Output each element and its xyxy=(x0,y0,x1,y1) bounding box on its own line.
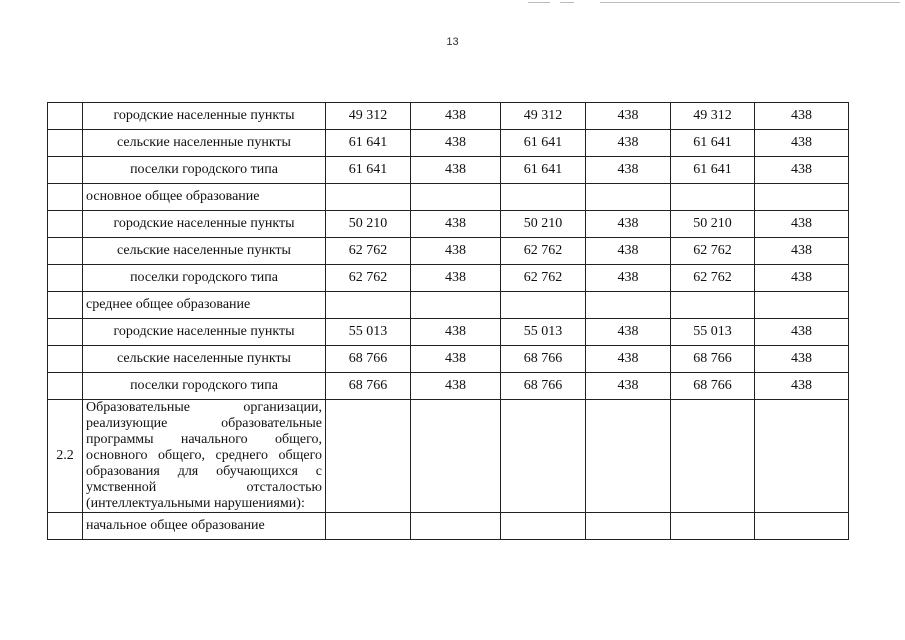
value-cell: 61 641 xyxy=(501,157,586,184)
value-cell: 438 xyxy=(586,373,671,400)
description-line: образования для обучающихся с xyxy=(86,464,322,479)
index-cell xyxy=(48,130,83,157)
settlement-name-cell: городские населенные пункты xyxy=(83,319,326,346)
value-cell xyxy=(501,400,586,513)
value-cell xyxy=(586,513,671,540)
table-row xyxy=(48,157,849,184)
value-cell: 438 xyxy=(755,238,849,265)
value-cell xyxy=(501,292,586,319)
description-line: (интеллектуальными нарушениями): xyxy=(86,496,305,511)
value-cell xyxy=(326,400,411,513)
value-cell: 68 766 xyxy=(501,373,586,400)
settlement-name-cell: городские населенные пункты xyxy=(83,211,326,238)
value-cell: 438 xyxy=(755,265,849,292)
table-row xyxy=(48,346,849,373)
value-cell: 438 xyxy=(755,211,849,238)
value-cell: 50 210 xyxy=(671,211,755,238)
index-cell xyxy=(48,373,83,400)
settlement-name-cell: городские населенные пункты xyxy=(83,103,326,130)
index-cell xyxy=(48,513,83,540)
value-cell: 438 xyxy=(586,319,671,346)
index-cell xyxy=(48,103,83,130)
settlement-name-cell: сельские населенные пункты xyxy=(83,346,326,373)
value-cell: 438 xyxy=(755,346,849,373)
value-cell: 49 312 xyxy=(501,103,586,130)
value-cell: 68 766 xyxy=(326,373,411,400)
value-cell: 438 xyxy=(411,346,501,373)
table-body xyxy=(48,103,849,540)
value-cell: 49 312 xyxy=(326,103,411,130)
index-cell xyxy=(48,211,83,238)
value-cell: 61 641 xyxy=(671,130,755,157)
value-cell xyxy=(586,400,671,513)
table-row xyxy=(48,238,849,265)
value-cell xyxy=(671,184,755,211)
value-cell: 62 762 xyxy=(501,265,586,292)
section-name-cell: начальное общее образование xyxy=(83,513,326,540)
value-cell: 68 766 xyxy=(671,373,755,400)
value-cell: 438 xyxy=(586,265,671,292)
value-cell: 62 762 xyxy=(326,265,411,292)
value-cell: 62 762 xyxy=(671,265,755,292)
value-cell: 438 xyxy=(411,373,501,400)
section-name-cell: основное общее образование xyxy=(83,184,326,211)
value-cell: 438 xyxy=(586,211,671,238)
index-cell xyxy=(48,265,83,292)
description-line: реализующие образовательные xyxy=(86,416,322,431)
value-cell: 68 766 xyxy=(671,346,755,373)
value-cell xyxy=(326,292,411,319)
value-cell: 438 xyxy=(411,157,501,184)
value-cell xyxy=(671,513,755,540)
value-cell xyxy=(755,513,849,540)
page-number: 13 xyxy=(446,36,459,48)
value-cell: 61 641 xyxy=(326,130,411,157)
description-line: умственной отсталостью xyxy=(86,480,322,495)
settlement-name-cell: сельские населенные пункты xyxy=(83,238,326,265)
value-cell: 438 xyxy=(755,103,849,130)
value-cell: 68 766 xyxy=(501,346,586,373)
value-cell: 438 xyxy=(411,211,501,238)
value-cell: 438 xyxy=(411,238,501,265)
section-row xyxy=(48,184,849,211)
value-cell: 68 766 xyxy=(326,346,411,373)
table-row xyxy=(48,211,849,238)
table-row xyxy=(48,130,849,157)
value-cell: 438 xyxy=(755,130,849,157)
value-cell: 50 210 xyxy=(326,211,411,238)
value-cell xyxy=(326,184,411,211)
value-cell: 62 762 xyxy=(501,238,586,265)
section-name-cell: среднее общее образование xyxy=(83,292,326,319)
item-description-cell xyxy=(83,400,326,513)
tariff-table xyxy=(47,102,849,540)
value-cell xyxy=(411,184,501,211)
value-cell xyxy=(326,513,411,540)
value-cell xyxy=(501,184,586,211)
value-cell: 438 xyxy=(755,157,849,184)
value-cell xyxy=(411,292,501,319)
value-cell: 438 xyxy=(586,346,671,373)
value-cell xyxy=(755,292,849,319)
value-cell: 49 312 xyxy=(671,103,755,130)
description-line: программы начального общего, xyxy=(86,432,322,447)
value-cell: 438 xyxy=(586,157,671,184)
index-cell xyxy=(48,157,83,184)
value-cell: 50 210 xyxy=(501,211,586,238)
value-cell: 61 641 xyxy=(671,157,755,184)
value-cell: 438 xyxy=(755,319,849,346)
index-cell xyxy=(48,346,83,373)
description-line: основного общего, среднего общего xyxy=(86,448,322,463)
value-cell: 438 xyxy=(411,103,501,130)
settlement-name-cell: сельские населенные пункты xyxy=(83,130,326,157)
value-cell: 61 641 xyxy=(326,157,411,184)
table-row xyxy=(48,373,849,400)
value-cell: 438 xyxy=(411,265,501,292)
value-cell: 62 762 xyxy=(671,238,755,265)
value-cell: 438 xyxy=(411,319,501,346)
settlement-name-cell: поселки городского типа xyxy=(83,373,326,400)
description-line: Образовательные организации, xyxy=(86,400,322,415)
value-cell: 62 762 xyxy=(326,238,411,265)
item-2-2-row xyxy=(48,400,849,513)
index-cell xyxy=(48,319,83,346)
item-index-cell: 2.2 xyxy=(48,400,83,513)
settlement-name-cell: поселки городского типа xyxy=(83,157,326,184)
index-cell xyxy=(48,292,83,319)
value-cell xyxy=(671,400,755,513)
section-row xyxy=(48,292,849,319)
value-cell: 438 xyxy=(586,103,671,130)
value-cell: 438 xyxy=(586,238,671,265)
value-cell: 55 013 xyxy=(326,319,411,346)
value-cell xyxy=(411,513,501,540)
section-row xyxy=(48,513,849,540)
value-cell: 61 641 xyxy=(501,130,586,157)
index-cell xyxy=(48,238,83,265)
value-cell xyxy=(586,292,671,319)
value-cell xyxy=(755,400,849,513)
value-cell xyxy=(586,184,671,211)
settlement-name-cell: поселки городского типа xyxy=(83,265,326,292)
value-cell xyxy=(411,400,501,513)
value-cell xyxy=(755,184,849,211)
value-cell: 55 013 xyxy=(501,319,586,346)
value-cell xyxy=(671,292,755,319)
value-cell: 55 013 xyxy=(671,319,755,346)
value-cell: 438 xyxy=(411,130,501,157)
table-row xyxy=(48,103,849,130)
table-row xyxy=(48,265,849,292)
value-cell: 438 xyxy=(586,130,671,157)
value-cell xyxy=(501,513,586,540)
value-cell: 438 xyxy=(755,373,849,400)
index-cell xyxy=(48,184,83,211)
table-row xyxy=(48,319,849,346)
